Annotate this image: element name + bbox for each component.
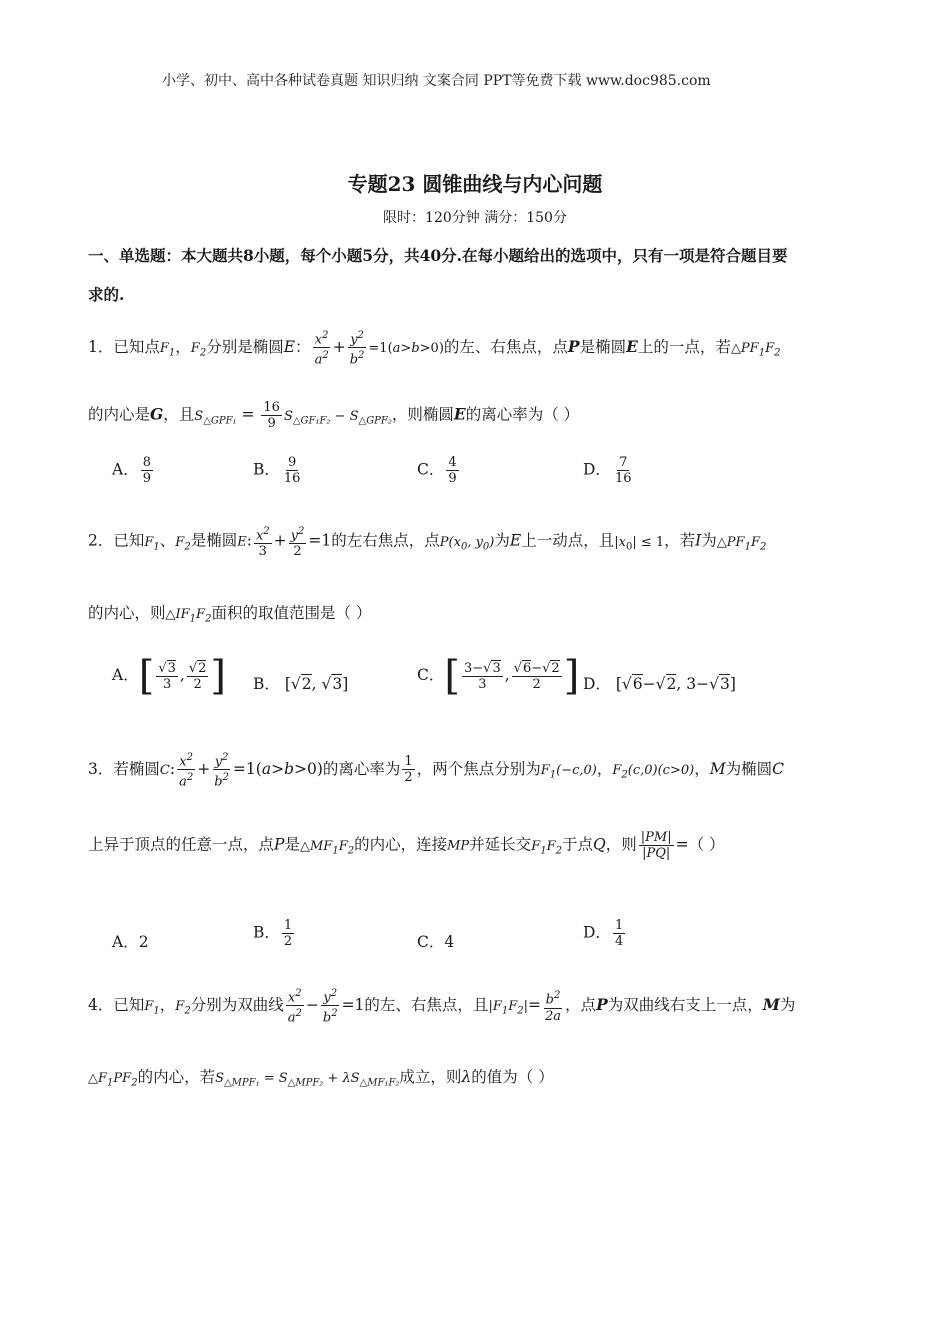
- question-2-line2: 的内心，则$\triangle IF_1F_2$面积的取值范围是（ ）: [88, 604, 372, 625]
- question-4-line2: $\triangle F_1PF_2$的内心，若$S_{\triangle MPF_1} = S_{\triangle MPF_2} + \lambda S_{\triangle MF_1F_2}$成立，则λ的值为（ ）: [88, 1068, 554, 1089]
- q1-option-c[interactable]: C． $\frac{4}{9}$: [417, 455, 457, 486]
- question-3-line2: 上异于顶点的任意一点，点P是$\triangle MF_1F_2$的内心，连接MP并延长交$F_1F_2$于点Q，则 $\frac{|PM|}{|PQ|}$ =（ ）: [88, 830, 725, 861]
- q3-option-d[interactable]: D． $\frac{1}{4}$: [583, 918, 624, 949]
- page-title: 专题23 圆锥曲线与内心问题: [347, 172, 603, 196]
- q3-option-b[interactable]: B． $\frac{1}{2}$: [253, 918, 293, 949]
- q2-option-a[interactable]: A．[ $\frac{√3}{3}$ , $\frac{√2}{2}$ ]: [112, 653, 227, 699]
- question-3-line1: 3．若椭圆C: $\frac{x^2}{a^2}$ + $\frac{y^2}{b^2}$ =1(a>b>0)的离心率为 $\frac{1}{2}$ ，两个焦点分别为$F_1(-c,0)$，$F_2(c,0)(c>0)$，M为椭圆C: [88, 752, 784, 790]
- q3-option-c[interactable]: C．4: [417, 933, 455, 951]
- site-header: 小学、初中、高中各种试卷真题 知识归纳 文案合同 PPT等免费下载 www.doc985.com: [162, 73, 711, 89]
- question-4-line1: 4．已知$F_1$，$F_2$分别为双曲线 $\frac{x^2}{a^2}$ − $\frac{y^2}{b^2}$ =1的左、右焦点，且$|F_1F_2|=$ $\frac{b^2}{2a}$ ，点P为双曲线右支上一点，M为: [88, 988, 796, 1026]
- section-heading: 一、单选题：本大题共8小题，每个小题5分，共40分.在每小题给出的选项中，只有一项是符合题目要: [88, 246, 788, 265]
- q1-option-b[interactable]: B． $\frac{9}{16}$: [253, 455, 301, 486]
- q1-option-a[interactable]: A． $\frac{8}{9}$: [112, 455, 151, 486]
- q1-option-d[interactable]: D． $\frac{7}{16}$: [583, 455, 632, 486]
- q3-option-a[interactable]: A．2: [112, 933, 149, 951]
- q2-option-c[interactable]: C．[ $\frac{3-√3}{3}$ , $\frac{√6-√2}{2}$ ]: [417, 653, 580, 699]
- question-1-line2: 的内心是G，且$S_{\triangle GPF_1}$ = $\frac{16}{9}$ $S_{\triangle GF_1F_2} - S_{\triangle GPF_2}$，则椭圆E的离心率为（ ）: [88, 400, 580, 431]
- time-score-line: 限时：120分钟 满分：150分: [383, 210, 567, 226]
- section-heading-cont: 求的.: [88, 285, 125, 304]
- question-2-line1: 2．已知$F_1$、$F_2$是椭圆E: $\frac{x^2}{3}$ + $\frac{y^2}{2}$ =1的左右焦点，点$P(x_0$, $y_0$)为E上一动点，且$|x_0| \le 1$，若I为$\triangle PF_1F_2$: [88, 526, 767, 560]
- q2-option-d[interactable]: D． [√6−√2, 3−√3]: [583, 675, 736, 693]
- q2-option-b[interactable]: B． [√2, √3]: [253, 675, 349, 693]
- question-1-line1: 1．已知点$F_1$，$F_2$分别是椭圆E： $\frac{x^2}{a^2}$ + $\frac{y^2}{b^2}$ =1(a>b>0)的左、右焦点，点P是椭圆E上的一点，若$\triangle PF_1F_2$: [88, 330, 781, 368]
